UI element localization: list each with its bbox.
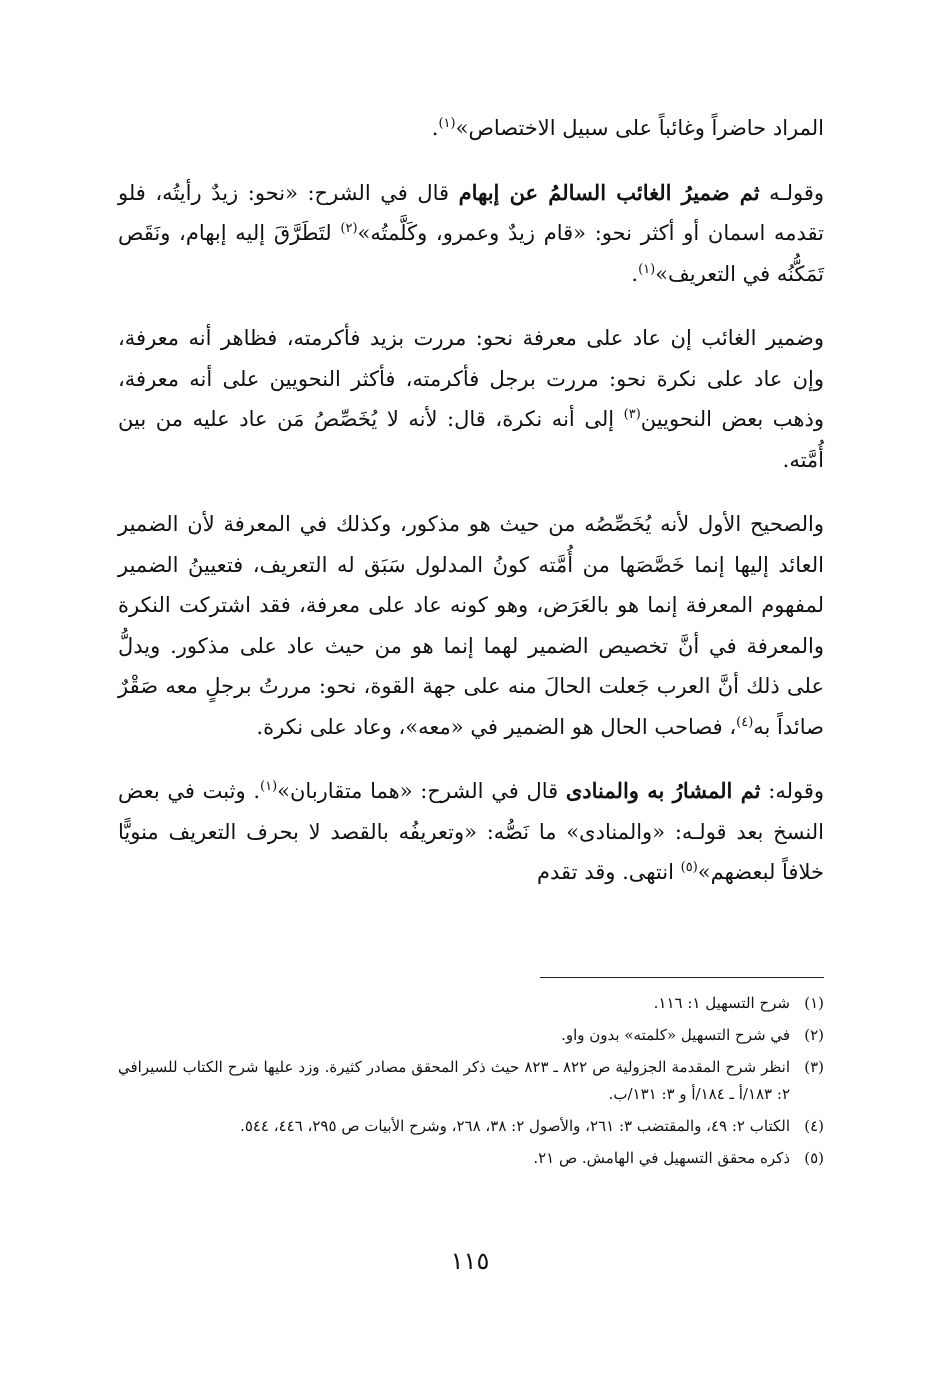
footnote-text: في شرح التسهيل «كلمته» بدون واو. (561, 1026, 790, 1044)
bold-heading: ثم ضميرُ الغائب السالمُ عن إبهام (458, 179, 760, 205)
footnote-ref: (١) (638, 261, 656, 277)
text-run: . (431, 116, 439, 140)
footnote-number: (٥) (804, 1149, 824, 1167)
text-run: . (631, 261, 639, 286)
text-run: . وثبت في بعض النسخ بعد قولـه: «والمنادى» ما نَصُّه: «وتعريفُه بالقصد لا بحرف التعريف منويًّا خلافاً لبعضهم» (118, 779, 824, 884)
paragraph-5 (118, 771, 824, 893)
footnote-1 (118, 990, 824, 1017)
footnote-text: الكتاب ٢: ٤٩، والمقتضب ٣: ٢٦١، والأصول ٢: ٣٨، ٢٦٨، وشرح الأبيات ص ٢٩٥، ٤٤٦، ٥٤٤. (240, 1117, 790, 1135)
footnote-number: (١) (804, 994, 824, 1012)
text-run: وقوله: (760, 779, 825, 803)
text-run: ، فصاحب الحال هو الضمير في «معه»، وعاد على نكرة. (256, 714, 737, 739)
text-run: وقولـه (759, 180, 824, 205)
footnote-3 (118, 1054, 824, 1108)
footnote-2 (118, 1022, 824, 1049)
text-run: انتهى. وقد تقدم (537, 860, 681, 884)
footnote-4 (118, 1113, 824, 1140)
footnote-ref: (١) (260, 779, 278, 794)
page-number: ١١٥ (450, 1247, 490, 1275)
footnote-text: شرح التسهيل ١: ١١٦. (653, 994, 790, 1012)
paragraph-4 (118, 504, 824, 747)
footnote-number: (٣) (804, 1058, 824, 1076)
footnote-text: ذكره محقق التسهيل في الهامش. ص ٢١. (533, 1149, 790, 1167)
text-run: قال في الشرح: «هما متقاربان» (277, 779, 566, 803)
footnote-text: انظر شرح المقدمة الجزولية ص ٨٢٢ ـ ٨٢٣ حيث ذكر المحقق مصادر كثيرة. وزد عليها شرح الكتاب للسيرافي ٢: ١٨٣/أ ـ ١٨٤/أ و ٣: ١٣١/ب. (118, 1058, 790, 1103)
footnote-number: (٢) (804, 1026, 824, 1044)
footnote-ref: (٣) (623, 407, 641, 422)
paragraph-1 (118, 108, 824, 149)
footnote-ref: (٢) (340, 221, 358, 236)
text-run: وضمير الغائب إن عاد على معرفة نحو: مررت بزيد فأكرمته، فظاهر أنه معرفة، وإن عاد على نكرة نحو: مررت برجل فأكرمته، فأكثر النحويين على أنه معرفة، وذهب بعض النحويين (118, 326, 824, 431)
footnote-ref: (٤) (736, 714, 754, 730)
footnotes (118, 990, 824, 1177)
text-run: المراد حاضراً وغائباً على سبيل الاختصاص» (455, 116, 824, 140)
text-run: إلى أنه نكرة، قال: لأنه لا يُخَصِّصُ مَن عاد عليه من بين أُمَّته. (118, 407, 824, 472)
text-run: والصحيح الأول لأنه يُخَصِّصُه من حيث هو مذكور، وكذلك في المعرفة لأن الضمير العائد إليها إنما خَصَّصَها من أُمَّته كونُ المدلول سَبَق له التعريف، فتعيينُ الضمير لمفهوم المعرفة إنما هو بالعَرَض، وهو كونه عاد على معرفة، فقد اشتركت النكرة والمعرفة في أنَّ تخصيص الضمير لهما إنما هو من حيث عاد على مذكور. ويدلُّ على ذلك أنَّ العرب جَعلت الحالَ منه على جهة القوة، نحو: مررتُ برجلٍ معه صَقْرٌ صائداً به (118, 512, 824, 739)
text-run: لتَطَرَّقَ إليه إبهام، ونَقَص تَمَكُّنُه في التعريف» (118, 221, 824, 286)
text-run: قال في الشرح: «نحو: زيدٌ رأيتُه، فلو تقدمه اسمان أو أكثر نحو: «قام زيدٌ وعمرو، وكَلَّمتُه» (118, 180, 824, 245)
footnote-ref: (٥) (680, 860, 698, 875)
bold-heading: ثم المشارُ به والمنادى (565, 778, 761, 803)
paragraph-3 (118, 318, 824, 480)
paragraph-2 (118, 173, 824, 295)
footnote-separator (540, 977, 824, 978)
footnote-5 (118, 1145, 824, 1172)
footnote-ref: (١) (438, 116, 456, 131)
main-text (118, 108, 824, 893)
footnote-number: (٤) (804, 1117, 824, 1135)
